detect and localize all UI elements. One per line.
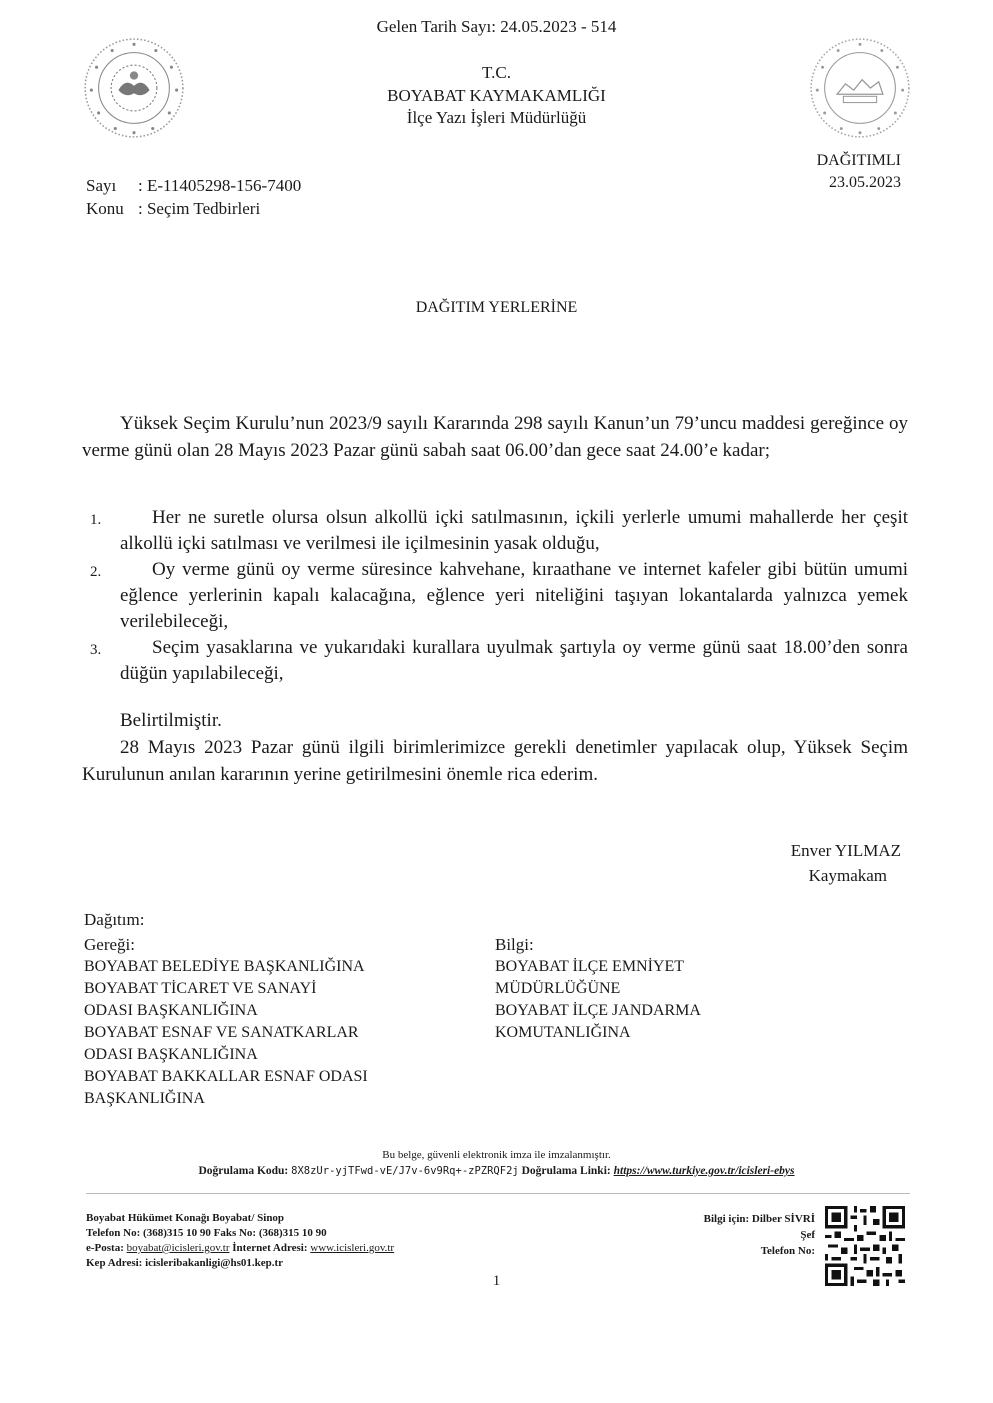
footer-web-label: İnternet Adresi: bbox=[232, 1242, 308, 1254]
bilgi-label: Bilgi: bbox=[495, 935, 534, 954]
signature-block bbox=[791, 838, 901, 888]
signatory-name: Enver YILMAZ bbox=[790, 841, 901, 860]
sayi-label: Sayı bbox=[86, 176, 117, 195]
footer-web-link[interactable]: www.icisleri.gov.tr bbox=[310, 1242, 395, 1254]
geregi-line: ODASI BAŞKANLIĞINA bbox=[84, 1046, 258, 1063]
list-item-text: Her ne suretle olursa olsun alkollü içki satılmasının, içkili yerlerle umumi mahallerde her çeşit alkollü içki satılması ve verilmesi ile içilmesinin yasak olduğu, bbox=[120, 507, 908, 554]
geregi-label: Gereği: bbox=[84, 935, 135, 954]
document-date: 23.05.2023 bbox=[829, 174, 901, 191]
header-institution: BOYABAT KAYMAKAMLIĞI bbox=[387, 86, 606, 105]
distribution-label: Dağıtım: bbox=[84, 910, 145, 929]
footer-address: Boyabat Hükümet Konağı Boyabat/ Sinop bbox=[86, 1212, 285, 1224]
sayi-line bbox=[86, 173, 301, 198]
footer-email-link[interactable]: boyabat@icisleri.gov.tr bbox=[126, 1242, 230, 1254]
verification-code: 8X8zUr-yjTFwd-vE/J7v-6v9Rq+-zPZRQF2j bbox=[291, 1165, 519, 1177]
bilgi-line: BOYABAT İLÇE JANDARMA bbox=[495, 1002, 701, 1019]
footer-contact bbox=[86, 1211, 394, 1271]
footer-kep: Kep Adresi: icisleribakanligi@hs01.kep.tr bbox=[86, 1257, 284, 1269]
addressee: DAĞITIM YERLERİNE bbox=[415, 299, 578, 316]
list-item-number: 1. bbox=[90, 512, 102, 528]
belirtilmistir-text: Belirtilmiştir. bbox=[120, 710, 222, 731]
list-item-text: Oy verme günü oy verme süresince kahvehane, kıraathane ve internet kafeler gibi bütün umumi eğlence yerlerinin kapalı kalacağına, eğlence yeri niteliğini taşıyan lokantalarda yalnızca yemek verilebileceği, bbox=[120, 559, 908, 632]
list-item-number: 3. bbox=[90, 642, 102, 658]
footer-info-phone: Telefon No: bbox=[760, 1245, 815, 1257]
intro-paragraph: Yüksek Seçim Kurulu’nun 2023/9 sayılı Kararında 298 sayılı Kanun’un 79’uncu maddesi gereğince oy verme günü olan 28 Mayıs 2023 Pazar günü sabah saat 06.00’dan gece saat 24.00’e kadar; bbox=[82, 413, 908, 461]
closing-paragraph: 28 Mayıs 2023 Pazar günü ilgili birimlerimizce gerekli denetimler yapılacak olup, Yüksek Seçim Kurulunun anılan kararının yerine getirilmesini önemle rica ederim. bbox=[82, 737, 908, 785]
distribution-geregi bbox=[84, 934, 368, 1110]
list-item bbox=[82, 557, 908, 635]
received-stamp: Gelen Tarih Sayı: 24.05.2023 - 514 bbox=[376, 17, 617, 36]
signatory-title: Kaymakam bbox=[808, 866, 888, 885]
header-department: İlçe Yazı İşleri Müdürlüğü bbox=[406, 108, 587, 127]
verification-link-label: Doğrulama Linki: bbox=[521, 1165, 611, 1177]
verification-line bbox=[0, 1165, 993, 1177]
sayi-value: : E-11405298-156-7400 bbox=[138, 176, 302, 195]
footer-divider bbox=[86, 1193, 910, 1194]
distribution-bilgi bbox=[495, 934, 701, 1044]
geregi-line: BAŞKANLIĞINA bbox=[84, 1090, 205, 1107]
footer-info bbox=[704, 1211, 815, 1259]
footer-phone: Telefon No: (368)315 10 90 Faks No: (368)315 10 90 bbox=[86, 1227, 327, 1239]
page-number: 1 bbox=[492, 1273, 501, 1289]
verification-code-label: Doğrulama Kodu: bbox=[198, 1165, 289, 1177]
bilgi-line: MÜDÜRLÜĞÜNE bbox=[495, 980, 621, 997]
geregi-line: BOYABAT ESNAF VE SANATKARLAR bbox=[84, 1024, 359, 1041]
geregi-line: BOYABAT BAKKALLAR ESNAF ODASI bbox=[84, 1068, 368, 1085]
list-item bbox=[82, 635, 908, 687]
footer-email-label: e-Posta: bbox=[86, 1242, 124, 1254]
bilgi-line: KOMUTANLIĞINA bbox=[495, 1024, 631, 1041]
distribution-label: DAĞITIMLI bbox=[816, 152, 901, 169]
verification-link[interactable]: https://www.turkiye.gov.tr/icisleri-ebys bbox=[613, 1165, 795, 1177]
geregi-line: BOYABAT BELEDİYE BAŞKANLIĞINA bbox=[84, 958, 365, 975]
list-item-text: Seçim yasaklarına ve yukarıdaki kurallara uyulmak şartıyla oy verme günü saat 18.00’den sonra düğün yapılabileceği, bbox=[120, 637, 908, 684]
geregi-line: ODASI BAŞKANLIĞINA bbox=[84, 1002, 258, 1019]
konu-line bbox=[86, 196, 260, 221]
konu-label: Konu bbox=[86, 199, 124, 218]
list-item bbox=[82, 505, 908, 557]
footer-info-role: Şef bbox=[800, 1229, 815, 1241]
list-item-number: 2. bbox=[90, 564, 102, 580]
header-tc: T.C. bbox=[482, 63, 511, 82]
konu-value: : Seçim Tedbirleri bbox=[138, 199, 261, 218]
esign-note: Bu belge, güvenli elektronik imza ile imzalanmıştır. bbox=[382, 1149, 611, 1161]
geregi-line: BOYABAT TİCARET VE SANAYİ bbox=[84, 980, 317, 997]
bilgi-line: BOYABAT İLÇE EMNİYET bbox=[495, 958, 685, 975]
footer-info-person: Bilgi için: Dilber SİVRİ bbox=[703, 1213, 815, 1225]
